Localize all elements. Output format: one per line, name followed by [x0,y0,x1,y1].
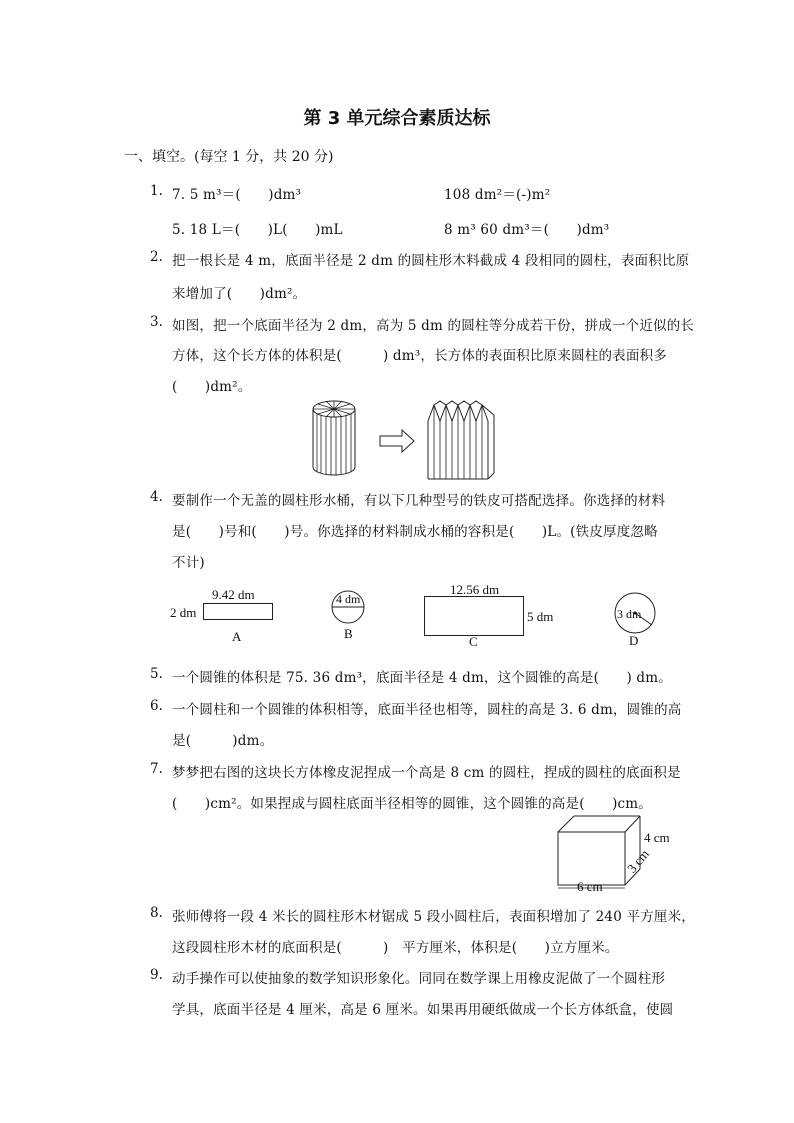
cuboid-figure [428,401,494,479]
q9-line-1: 动手操作可以使抽象的数学知识形象化。同同在数学课上用橡皮泥做了一个圆柱形 [172,971,666,987]
q4-number: 4. [150,489,163,505]
sheet-c-rect [424,596,524,636]
q6-line-1: 一个圆柱和一个圆锥的体积相等，底面半径也相等，圆柱的高是 3. 6 dm，圆锥的高 [172,702,682,718]
sheet-d-name: D [629,633,639,648]
sheet-a-name: A [232,629,242,644]
q3-line-1: 如图，把一个底面半径为 2 dm，高为 5 dm 的圆柱等分成若干份，拼成一个近似的长 [172,318,695,334]
box-width-label: 3 cm [624,846,652,876]
cylinder-figure [313,401,355,475]
q4-line-2: 是( )号和( )号。你选择的材料制成水桶的容积是( )L。(铁皮厚度忽略 [172,524,658,540]
q5-line-1: 一个圆锥的体积是 75. 36 dm³，底面半径是 4 dm，这个圆锥的高是( ) dm。 [172,670,672,686]
q5-number: 5. [150,666,163,682]
q9-line-2: 学具，底面半径是 4 厘米，高是 6 厘米。如果再用硬纸做成一个长方体纸盒，使圆 [172,1002,674,1018]
q8-number: 8. [150,905,163,921]
sheet-c-height-label: 5 dm [527,609,554,624]
q2-line-1: 把一根长是 4 m，底面半径是 2 dm 的圆柱形木料截成 4 段相同的圆柱，表面积比原 [172,253,690,269]
q9-number: 9. [150,967,163,983]
q1-item-c: 5. 18 L＝( )L( )mL [172,222,343,238]
sheet-b-diameter-label: 4 dm [336,592,361,606]
sheet-b-name: B [344,626,353,641]
q7-line-1: 梦梦把右图的这块长方体橡皮泥捏成一个高是 8 cm 的圆柱，捏成的圆柱的底面积是 [172,765,681,781]
arrow-icon [380,430,414,452]
q6-line-2: 是( )dm。 [172,733,274,749]
q2-number: 2. [150,249,163,265]
q4-line-3: 不计) [172,555,205,571]
q4-line-1: 要制作一个无盖的圆柱形水桶，有以下几种型号的铁皮可搭配选择。你选择的材料 [172,493,666,509]
box-height-label: 4 cm [644,830,670,845]
box-length-label: 6 cm [577,879,603,894]
q1-item-a: 7. 5 m³＝( )dm³ [172,187,302,203]
sheet-c-width-label: 12.56 dm [450,582,500,597]
sheet-d-radius-label: 3 dm [617,607,642,621]
q1-item-b: 108 dm²＝(-)m² [444,187,551,203]
q7-line-2: ( )cm²。如果捏成与圆柱底面半径相等的圆锥，这个圆锥的高是( )cm。 [172,796,653,812]
page-title: 第 3 单元综合素质达标 [303,108,491,129]
q3-line-3: ( )dm²。 [172,379,252,395]
q3-line-2: 方体，这个长方体的体积是( ) dm³，长方体的表面积比原来圆柱的表面积多 [172,348,667,364]
sheet-a-width-label: 9.42 dm [212,587,255,602]
section-heading: 一、填空。(每空 1 分，共 20 分) [124,149,334,165]
q3-number: 3. [150,314,163,330]
q2-line-2: 来增加了( )dm²。 [172,286,307,302]
q8-line-2: 这段圆柱形木材的底面积是( ) 平方厘米，体积是( )立方厘米。 [172,940,619,956]
sheet-a-rect [203,603,273,620]
sheet-c-name: C [469,634,478,649]
sheet-a-height-label: 2 dm [170,605,197,620]
q3-figure [300,395,500,485]
q7-number: 7. [150,761,163,777]
q8-line-1: 张师傅将一段 4 米长的圆柱形木材锯成 5 段小圆柱后，表面积增加了 240 平方厘米， [172,909,695,925]
q6-number: 6. [150,698,163,714]
q1-item-d: 8 m³ 60 dm³＝( )dm³ [444,222,610,238]
q1-number: 1. [150,183,163,199]
